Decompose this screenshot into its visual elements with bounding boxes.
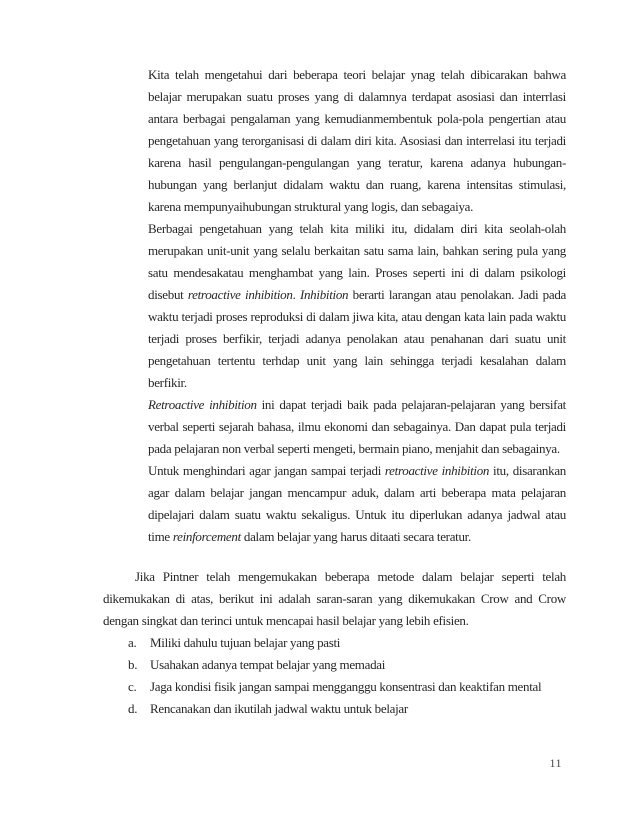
paragraph-text: Jika Pintner telah mengemukakan beberapa metode dalam belajar seperti telah dikemukakan di atas, berikut ini adalah saran-saran yang dikemukakan Crow and Crow dengan singkat dan terinci untuk mencapai hasil belajar yang lebih efisien. — [103, 569, 566, 628]
list-item-b — [128, 654, 566, 676]
paragraph-text: Untuk menghindari agar jangan sampai terjadi — [148, 463, 385, 478]
paragraph-text: ini dapat terjadi baik pada pelajaran-pelajaran yang bersifat verbal seperti sejarah bahasa, ilmu ekonomi dan sebagainya. Dan dapat pula terjadi pada pelajaran non verbal seperti mengeti, bermain piano, menjahit dan sebagainya. — [148, 397, 566, 456]
italic-term-retroactive-inhibition: retroactive inhibition — [384, 463, 490, 478]
quote-block — [148, 64, 566, 548]
list-item-text: Miliki dahulu tujuan belajar yang pasti — [150, 635, 341, 650]
paragraph-text: itu, disarankan agar dalam belajar jangan mencampur aduk, dalam arti beberapa mata pelajaran dipelajari dalam suatu waktu sekaligus. Untuk itu diperlukan adanya jadwal atau time — [148, 463, 567, 544]
paragraph-retroactive-examples — [148, 394, 566, 460]
list-item-d — [128, 698, 566, 720]
paragraph-learning-theory — [148, 64, 566, 218]
paragraph-text: . — [292, 287, 300, 302]
italic-term-reinforcement: reinforcement — [172, 529, 241, 544]
italic-term-retroactive-inhibition: Retroactive inhibition — [148, 397, 257, 412]
paragraph-avoiding-retroactive-inhibition — [148, 460, 566, 548]
crow-and-crow-section — [103, 566, 566, 720]
paragraph-retroactive-inhibition-definition — [148, 218, 566, 394]
list-marker: a. — [128, 635, 137, 650]
list-item-a — [128, 632, 566, 654]
page-number: 11 — [549, 756, 562, 770]
list-marker: b. — [128, 657, 138, 672]
italic-term-retroactive-inhibition: retroactive inhibition — [187, 287, 293, 302]
list-item-text: Rencanakan dan ikutilah jadwal waktu untuk belajar — [150, 701, 408, 716]
paragraph-text: berarti larangan atau penolakan. Jadi pada waktu terjadi proses reproduksi di dalam jiwa kita, atau dengan kata lain pada waktu terjadi proses berfikir, terjadi adanya penolakan atau penahanan dari suatu unit pengetahuan tertentu terhdap unit yang lain sehingga terjadi kesalahan dalam berfikir. — [148, 287, 567, 390]
list-item-c — [128, 676, 566, 698]
paragraph-text: dalam belajar yang harus ditaati secara teratur. — [240, 529, 471, 544]
paragraph-text: Berbagai pengetahuan yang telah kita miliki itu, didalam diri kita seolah-olah merupakan unit-unit yang selalu berkaitan satu sama lain, bahkan sering pula yang satu mendesakatau menghambat yang lain. Proses seperti ini di dalam psikologi disebut — [148, 221, 566, 302]
list-item-text: Jaga kondisi fisik jangan sampai mengganggu konsentrasi dan keaktifan mental — [150, 679, 542, 694]
italic-term-inhibition: Inhibition — [299, 287, 349, 302]
paragraph-learning-theory-text: Kita telah mengetahui dari beberapa teori belajar ynag telah dibicarakan bahwa belajar merupakan suatu proses yang di dalamnya terdapat asosiasi dan interrlasi antara berbagai pengalaman yang kemudianmembentuk pola-pola pengertian atau pengetahuan yang terorganisasi di dalam diri kita. Asosiasi dan interrelasi itu terjadi karena hasil pengulangan-pengulangan yang teratur, karena adanya hubungan-hubungan yang berlanjut didalam waktu dan ruang, karena intensitas stimulasi, karena mempunyaihubungan struktural yang logis, dan sebagaiya. — [148, 67, 566, 214]
paragraph-crow-and-crow-intro — [103, 566, 566, 632]
suggestion-list — [128, 632, 566, 720]
list-marker: c. — [128, 679, 137, 694]
list-marker: d. — [128, 701, 138, 716]
list-item-text: Usahakan adanya tempat belajar yang memadai — [150, 657, 386, 672]
